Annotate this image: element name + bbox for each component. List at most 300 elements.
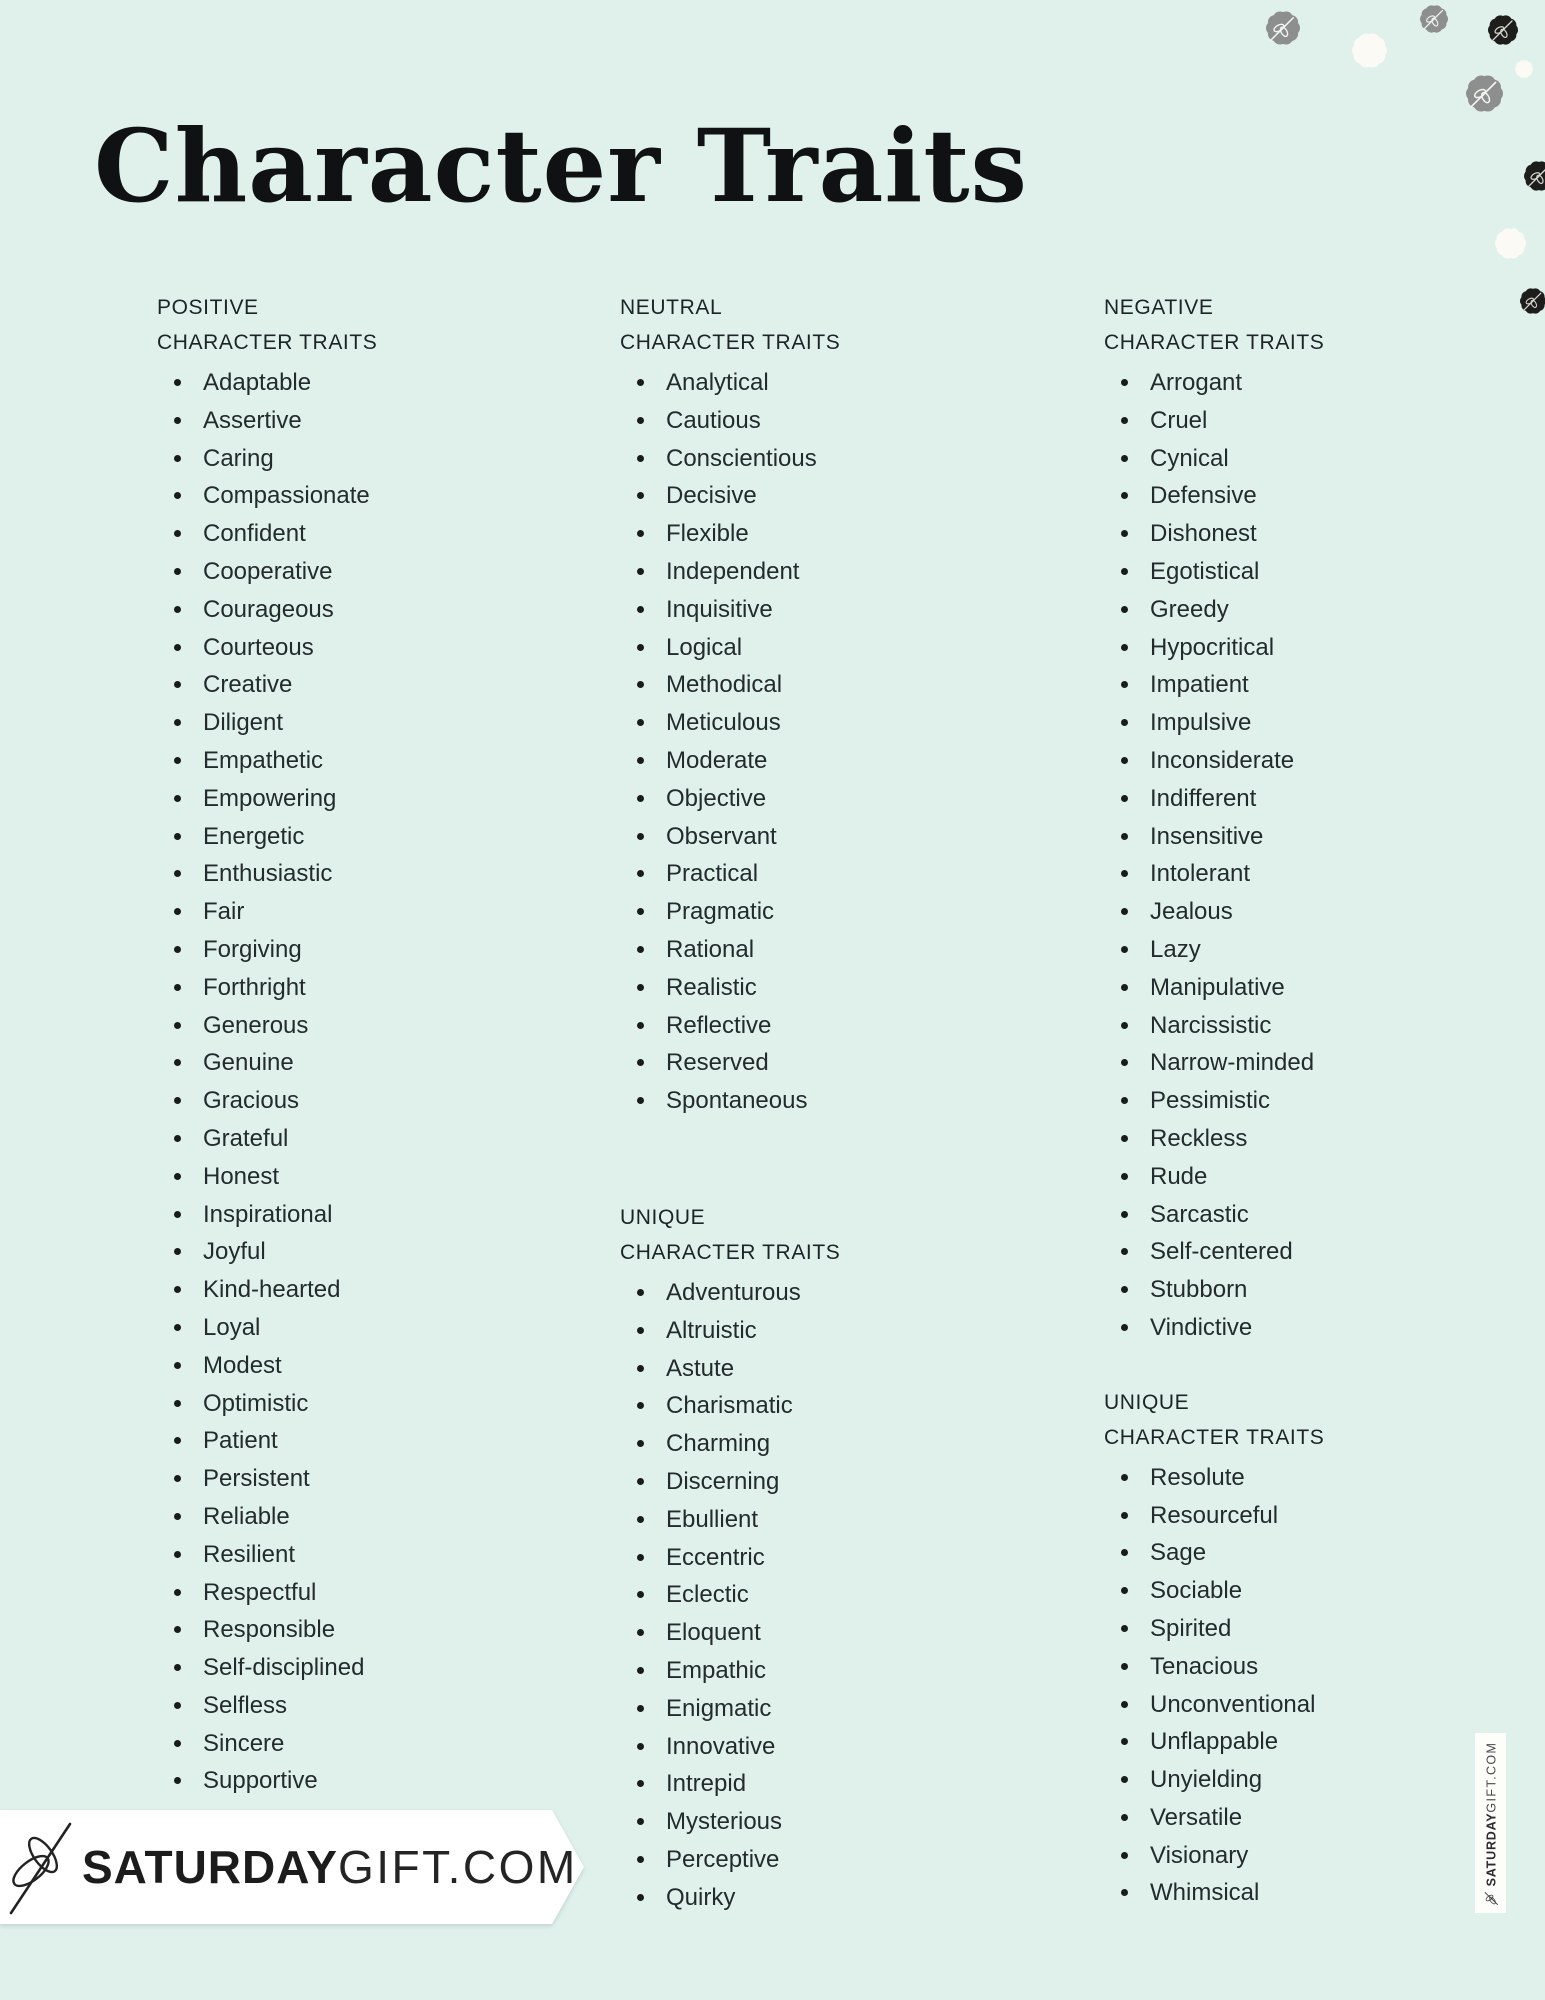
trait-item xyxy=(620,704,1000,742)
bullet-icon xyxy=(174,530,181,537)
trait-label: Methodical xyxy=(666,671,783,699)
trait-label: Impulsive xyxy=(1150,709,1252,737)
trait-list xyxy=(157,364,537,1800)
gift-bow-icon xyxy=(8,1818,80,1916)
section-heading xyxy=(157,290,537,360)
trait-label: Reckless xyxy=(1150,1124,1248,1152)
trait-item xyxy=(620,1690,1000,1728)
trait-item xyxy=(1104,515,1484,553)
trait-label: Perceptive xyxy=(666,1845,780,1873)
bullet-icon xyxy=(1121,1663,1128,1670)
gift-bow-puff-icon xyxy=(1520,288,1545,314)
puff-icon xyxy=(1515,60,1533,78)
trait-item xyxy=(1104,1874,1484,1912)
bullet-icon xyxy=(174,492,181,499)
trait-item xyxy=(1104,855,1484,893)
trait-section xyxy=(157,290,537,1800)
bullet-icon xyxy=(1121,833,1128,840)
trait-label: Modest xyxy=(203,1351,282,1379)
trait-item xyxy=(1104,1610,1484,1648)
trait-label: Flexible xyxy=(666,520,749,548)
bullet-icon xyxy=(1121,1248,1128,1255)
trait-item xyxy=(620,893,1000,931)
trait-item xyxy=(1104,1158,1484,1196)
trait-item xyxy=(1104,1271,1484,1309)
trait-item xyxy=(1104,477,1484,515)
trait-item xyxy=(620,440,1000,478)
bullet-icon xyxy=(1121,984,1128,991)
bullet-icon xyxy=(637,1022,644,1029)
trait-item xyxy=(157,440,537,478)
gift-bow-puff-icon xyxy=(1466,75,1503,112)
trait-item xyxy=(157,1044,537,1082)
brand-banner xyxy=(0,1810,590,1924)
section-heading-line: CHARACTER TRAITS xyxy=(620,1240,841,1264)
trait-label: Reserved xyxy=(666,1049,769,1077)
trait-section xyxy=(620,290,1000,1120)
trait-item xyxy=(620,1350,1000,1388)
trait-label: Manipulative xyxy=(1150,973,1285,1001)
trait-label: Practical xyxy=(666,860,759,888)
trait-label: Empathic xyxy=(666,1656,767,1684)
trait-item xyxy=(620,1765,1000,1803)
bullet-icon xyxy=(637,1554,644,1561)
trait-label: Pessimistic xyxy=(1150,1087,1271,1115)
trait-item xyxy=(1104,1686,1484,1724)
bullet-icon xyxy=(174,1664,181,1671)
brand-light-text: GIFT.COM xyxy=(337,1841,578,1893)
bullet-icon xyxy=(174,1589,181,1596)
section-heading xyxy=(1104,290,1484,360)
trait-item xyxy=(157,931,537,969)
trait-item xyxy=(620,477,1000,515)
bullet-icon xyxy=(1121,719,1128,726)
trait-item xyxy=(157,855,537,893)
trait-item xyxy=(1104,402,1484,440)
bullet-icon xyxy=(1121,568,1128,575)
trait-item xyxy=(157,1120,537,1158)
trait-item xyxy=(620,1387,1000,1425)
section-heading-line: POSITIVE xyxy=(157,296,259,319)
bullet-icon xyxy=(1121,1324,1128,1331)
trait-item xyxy=(1104,1837,1484,1875)
bullet-icon xyxy=(637,1440,644,1447)
bullet-icon xyxy=(1121,1889,1128,1896)
bullet-icon xyxy=(174,681,181,688)
trait-label: Pragmatic xyxy=(666,898,775,926)
bullet-icon xyxy=(637,681,644,688)
trait-item xyxy=(1104,931,1484,969)
bullet-icon xyxy=(1121,1625,1128,1632)
trait-label: Intrepid xyxy=(666,1770,747,1798)
bullet-icon xyxy=(174,833,181,840)
trait-item xyxy=(157,629,537,667)
trait-label: Cruel xyxy=(1150,406,1208,434)
trait-label: Versatile xyxy=(1150,1803,1243,1831)
trait-label: Sociable xyxy=(1150,1577,1243,1605)
bullet-icon xyxy=(637,1478,644,1485)
bullet-icon xyxy=(1121,530,1128,537)
trait-section xyxy=(620,1200,1000,1917)
bullet-icon xyxy=(174,1173,181,1180)
bullet-icon xyxy=(174,1211,181,1218)
trait-label: Genuine xyxy=(203,1049,294,1077)
trait-label: Sincere xyxy=(203,1729,285,1757)
bullet-icon xyxy=(174,908,181,915)
bullet-icon xyxy=(174,1059,181,1066)
trait-label: Visionary xyxy=(1150,1841,1249,1869)
bullet-icon xyxy=(637,1402,644,1409)
trait-item xyxy=(1104,440,1484,478)
trait-section xyxy=(1104,1385,1484,1913)
bullet-icon xyxy=(637,719,644,726)
trait-label: Defensive xyxy=(1150,482,1257,510)
bullet-icon xyxy=(637,908,644,915)
trait-item xyxy=(1104,1196,1484,1234)
bullet-icon xyxy=(637,833,644,840)
trait-item xyxy=(157,893,537,931)
trait-label: Supportive xyxy=(203,1767,318,1795)
trait-label: Reliable xyxy=(203,1502,290,1530)
trait-item xyxy=(620,515,1000,553)
trait-item xyxy=(620,1539,1000,1577)
trait-label: Gracious xyxy=(203,1087,300,1115)
bullet-icon xyxy=(1121,1549,1128,1556)
trait-label: Indifferent xyxy=(1150,784,1257,812)
section-heading-line: CHARACTER TRAITS xyxy=(157,331,378,354)
trait-item xyxy=(1104,1082,1484,1120)
trait-label: Compassionate xyxy=(203,482,370,510)
bullet-icon xyxy=(174,455,181,462)
trait-item xyxy=(1104,553,1484,591)
trait-item xyxy=(1104,1534,1484,1572)
bullet-icon xyxy=(1121,1286,1128,1293)
bullet-icon xyxy=(174,1324,181,1331)
bullet-icon xyxy=(637,1743,644,1750)
trait-label: Astute xyxy=(666,1354,735,1382)
trait-label: Enigmatic xyxy=(666,1694,772,1722)
trait-item xyxy=(157,1271,537,1309)
trait-label: Rude xyxy=(1150,1162,1208,1190)
section-heading-line: CHARACTER TRAITS xyxy=(620,331,841,354)
trait-label: Empathetic xyxy=(203,746,324,774)
side-brand-light: GIFT.COM xyxy=(1483,1741,1498,1813)
trait-label: Generous xyxy=(203,1011,309,1039)
trait-item xyxy=(157,553,537,591)
trait-item xyxy=(620,1044,1000,1082)
trait-item xyxy=(157,1498,537,1536)
trait-item xyxy=(620,666,1000,704)
trait-item xyxy=(620,1728,1000,1766)
trait-item xyxy=(620,402,1000,440)
trait-item xyxy=(157,364,537,402)
bullet-icon xyxy=(637,1097,644,1104)
trait-item xyxy=(620,629,1000,667)
trait-label: Intolerant xyxy=(1150,860,1251,888)
bullet-icon xyxy=(174,870,181,877)
trait-label: Eloquent xyxy=(666,1619,761,1647)
trait-label: Spontaneous xyxy=(666,1087,808,1115)
bullet-icon xyxy=(1121,606,1128,613)
bullet-icon xyxy=(637,1629,644,1636)
bullet-icon xyxy=(1121,795,1128,802)
trait-item xyxy=(1104,1723,1484,1761)
trait-label: Analytical xyxy=(666,369,769,396)
trait-item xyxy=(620,1312,1000,1350)
trait-label: Unflappable xyxy=(1150,1728,1279,1756)
gift-bow-puff-icon xyxy=(1420,5,1448,33)
bullet-icon xyxy=(637,644,644,651)
bullet-icon xyxy=(1121,681,1128,688)
side-brand-text xyxy=(1484,1741,1498,1886)
trait-section xyxy=(1104,290,1484,1347)
trait-item xyxy=(157,1347,537,1385)
column-positive xyxy=(157,290,537,1800)
trait-label: Tenacious xyxy=(1150,1652,1259,1680)
side-brand-bold: SATURDAY xyxy=(1483,1812,1498,1886)
trait-label: Vindictive xyxy=(1150,1313,1253,1341)
trait-label: Persistent xyxy=(203,1465,310,1493)
trait-label: Stubborn xyxy=(1150,1276,1248,1304)
trait-label: Fair xyxy=(203,898,245,926)
bullet-icon xyxy=(637,1667,644,1674)
trait-label: Sarcastic xyxy=(1150,1200,1249,1228)
bullet-icon xyxy=(1121,1587,1128,1594)
trait-item xyxy=(157,666,537,704)
trait-item xyxy=(157,402,537,440)
trait-label: Impatient xyxy=(1150,671,1249,699)
bullet-icon xyxy=(1121,1173,1128,1180)
trait-item xyxy=(620,1879,1000,1917)
section-heading-line: NEUTRAL xyxy=(620,296,723,319)
bullet-icon xyxy=(1121,1814,1128,1821)
trait-label: Dishonest xyxy=(1150,520,1257,548)
trait-label: Inspirational xyxy=(203,1200,333,1228)
trait-item xyxy=(157,742,537,780)
bullet-icon xyxy=(1121,1059,1128,1066)
trait-label: Narrow-minded xyxy=(1150,1049,1315,1077)
bullet-icon xyxy=(1121,1776,1128,1783)
trait-item xyxy=(157,818,537,856)
trait-label: Cynical xyxy=(1150,444,1229,472)
trait-label: Resilient xyxy=(203,1540,296,1568)
bullet-icon xyxy=(637,795,644,802)
trait-item xyxy=(620,969,1000,1007)
trait-label: Altruistic xyxy=(666,1316,757,1344)
trait-label: Ebullient xyxy=(666,1505,759,1533)
trait-label: Independent xyxy=(666,557,800,585)
bullet-icon xyxy=(637,455,644,462)
bullet-icon xyxy=(1121,946,1128,953)
trait-label: Insensitive xyxy=(1150,822,1264,850)
trait-label: Respectful xyxy=(203,1578,317,1606)
brand-bold-text: SATURDAY xyxy=(82,1841,338,1893)
trait-label: Courteous xyxy=(203,633,314,661)
trait-item xyxy=(620,855,1000,893)
trait-item xyxy=(157,515,537,553)
trait-item xyxy=(620,1841,1000,1879)
trait-label: Creative xyxy=(203,671,293,699)
trait-item xyxy=(620,364,1000,402)
trait-item xyxy=(157,1687,537,1725)
trait-item xyxy=(1104,1044,1484,1082)
bullet-icon xyxy=(174,1551,181,1558)
trait-label: Inconsiderate xyxy=(1150,746,1295,774)
trait-label: Resourceful xyxy=(1150,1501,1279,1529)
trait-label: Honest xyxy=(203,1162,280,1190)
bullet-icon xyxy=(1121,870,1128,877)
trait-list xyxy=(1104,1459,1484,1913)
bullet-icon xyxy=(1121,1738,1128,1745)
trait-item xyxy=(1104,1233,1484,1271)
trait-item xyxy=(157,1082,537,1120)
trait-label: Discerning xyxy=(666,1467,780,1495)
bullet-icon xyxy=(1121,757,1128,764)
trait-list xyxy=(1104,364,1484,1347)
trait-label: Reflective xyxy=(666,1011,772,1039)
bullet-icon xyxy=(637,1856,644,1863)
trait-label: Quirky xyxy=(666,1883,736,1911)
section-heading xyxy=(620,1200,1000,1270)
trait-label: Realistic xyxy=(666,973,757,1001)
trait-label: Diligent xyxy=(203,709,284,737)
trait-label: Narcissistic xyxy=(1150,1011,1272,1039)
bullet-icon xyxy=(174,1626,181,1633)
bullet-icon xyxy=(1121,644,1128,651)
trait-item xyxy=(1104,780,1484,818)
gift-bow-puff-icon xyxy=(1488,15,1518,45)
bullet-icon xyxy=(1121,908,1128,915)
trait-label: Grateful xyxy=(203,1124,289,1152)
trait-label: Optimistic xyxy=(203,1389,309,1417)
trait-label: Cautious xyxy=(666,406,761,434)
bullet-icon xyxy=(637,1705,644,1712)
bullet-icon xyxy=(1121,455,1128,462)
trait-label: Logical xyxy=(666,633,743,661)
trait-item xyxy=(1104,591,1484,629)
column-neutral-unique xyxy=(620,290,1000,1916)
trait-label: Cooperative xyxy=(203,557,333,585)
bullet-icon xyxy=(637,1289,644,1296)
trait-label: Courageous xyxy=(203,595,334,623)
trait-label: Enthusiastic xyxy=(203,860,333,888)
trait-label: Joyful xyxy=(203,1238,266,1266)
trait-item xyxy=(620,1803,1000,1841)
trait-item xyxy=(157,1309,537,1347)
bullet-icon xyxy=(637,1327,644,1334)
trait-item xyxy=(620,1082,1000,1120)
bullet-icon xyxy=(637,757,644,764)
trait-item xyxy=(620,1007,1000,1045)
bullet-icon xyxy=(1121,1701,1128,1708)
bullet-icon xyxy=(1121,379,1128,386)
trait-label: Meticulous xyxy=(666,709,781,737)
trait-label: Self-disciplined xyxy=(203,1654,365,1682)
trait-label: Innovative xyxy=(666,1732,776,1760)
trait-item xyxy=(1104,969,1484,1007)
trait-label: Moderate xyxy=(666,746,768,774)
trait-item xyxy=(620,931,1000,969)
trait-item xyxy=(1104,364,1484,402)
trait-item xyxy=(1104,1459,1484,1497)
trait-label: Greedy xyxy=(1150,595,1229,623)
bullet-icon xyxy=(174,1362,181,1369)
bullet-icon xyxy=(1121,1211,1128,1218)
trait-label: Patient xyxy=(203,1427,278,1455)
bullet-icon xyxy=(174,1135,181,1142)
gift-bow-puff-icon xyxy=(1266,11,1300,45)
trait-item xyxy=(157,1574,537,1612)
trait-item xyxy=(620,1274,1000,1312)
trait-label: Jealous xyxy=(1150,898,1233,926)
trait-label: Caring xyxy=(203,444,274,472)
trait-label: Arrogant xyxy=(1150,369,1243,396)
bullet-icon xyxy=(637,1894,644,1901)
trait-item xyxy=(157,1158,537,1196)
bullet-icon xyxy=(174,644,181,651)
bullet-icon xyxy=(1121,1852,1128,1859)
bullet-icon xyxy=(174,1286,181,1293)
bullet-icon xyxy=(637,946,644,953)
bullet-icon xyxy=(174,795,181,802)
trait-label: Objective xyxy=(666,784,767,812)
bullet-icon xyxy=(1121,417,1128,424)
trait-label: Unyielding xyxy=(1150,1766,1263,1794)
trait-item xyxy=(157,1007,537,1045)
bullet-icon xyxy=(174,1437,181,1444)
trait-label: Spirited xyxy=(1150,1614,1232,1642)
section-heading-line: UNIQUE xyxy=(620,1205,706,1229)
bullet-icon xyxy=(637,568,644,575)
trait-item xyxy=(157,1762,537,1800)
bullet-icon xyxy=(174,606,181,613)
trait-item xyxy=(620,591,1000,629)
bullet-icon xyxy=(1121,1135,1128,1142)
trait-item xyxy=(1104,1648,1484,1686)
bullet-icon xyxy=(174,757,181,764)
bullet-icon xyxy=(174,1400,181,1407)
trait-label: Kind-hearted xyxy=(203,1276,341,1304)
bullet-icon xyxy=(637,984,644,991)
trait-item xyxy=(1104,629,1484,667)
bullet-icon xyxy=(637,1059,644,1066)
trait-item xyxy=(157,1536,537,1574)
bullet-icon xyxy=(637,1818,644,1825)
bullet-icon xyxy=(174,1097,181,1104)
trait-item xyxy=(157,591,537,629)
trait-label: Lazy xyxy=(1150,935,1201,963)
bullet-icon xyxy=(637,492,644,499)
bullet-icon xyxy=(174,1022,181,1029)
trait-item xyxy=(157,1725,537,1763)
trait-list xyxy=(620,1274,1000,1917)
trait-label: Charming xyxy=(666,1430,771,1458)
trait-item xyxy=(157,1233,537,1271)
bullet-icon xyxy=(174,1248,181,1255)
trait-item xyxy=(157,1385,537,1423)
bullet-icon xyxy=(174,984,181,991)
trait-item xyxy=(1104,1761,1484,1799)
bullet-icon xyxy=(174,1777,181,1784)
trait-item xyxy=(1104,742,1484,780)
trait-item xyxy=(157,1196,537,1234)
bullet-icon xyxy=(174,946,181,953)
bullet-icon xyxy=(637,870,644,877)
trait-item xyxy=(1104,1007,1484,1045)
bullet-icon xyxy=(637,1591,644,1598)
trait-item xyxy=(620,1652,1000,1690)
trait-label: Unconventional xyxy=(1150,1690,1316,1718)
